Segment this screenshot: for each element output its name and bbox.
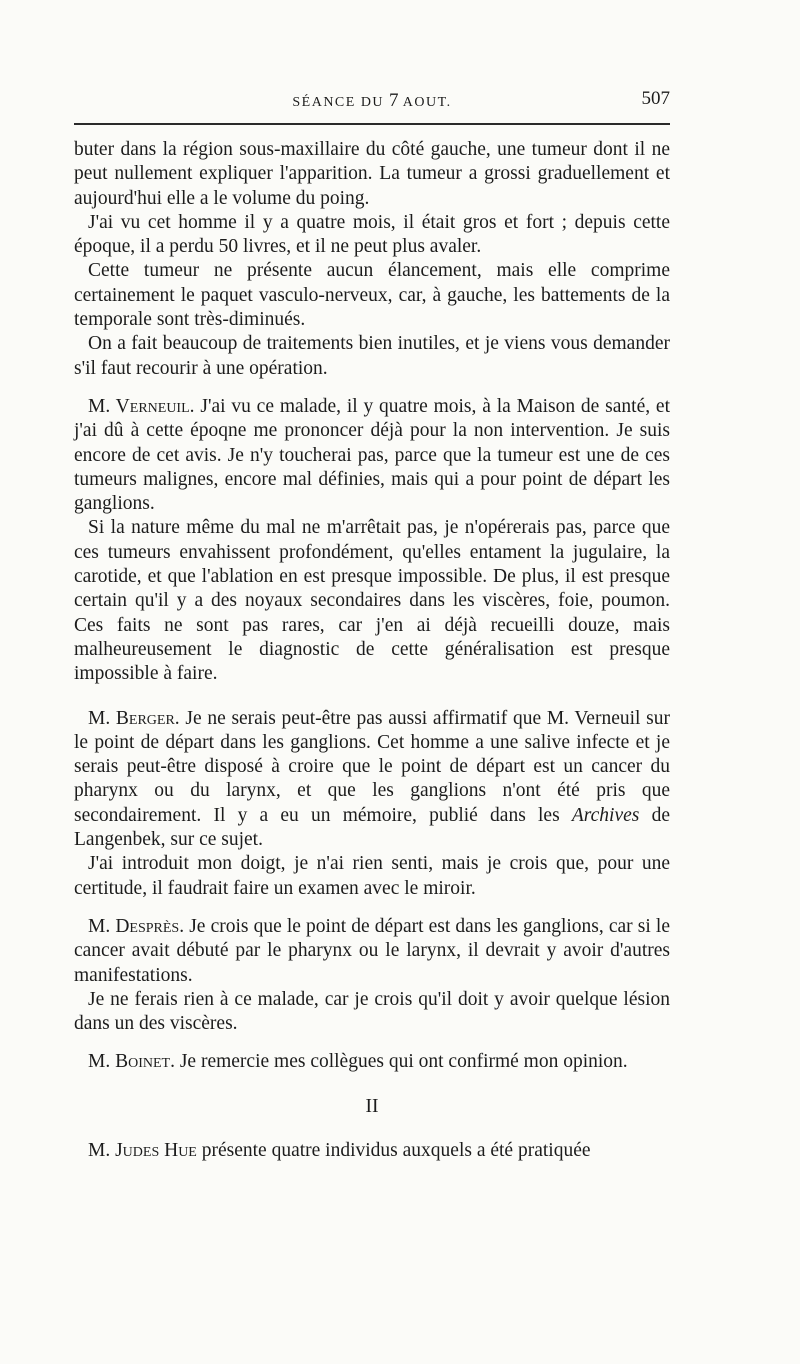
speaker-despres: M. Desprès. [88,915,185,937]
paragraph-judes-hue [74,1139,670,1163]
paragraph-despres [74,915,670,988]
berger-text-after: de Langenbek, sur ce sujet. [74,804,670,851]
speaker-berger: M. Berger. [88,707,180,729]
paragraph-3: Cette tumeur ne présente aucun élancement, mais elle comprime certainement le paquet vasculo-nerveux, car, à gauche, les battements de la temporale sont très-diminués. [74,260,670,331]
paragraph-6: Si la nature même du mal ne m'arrêtait pas, je n'opérerais pas, parce que ces tumeurs envahissent profondément, qu'elles entament la jugulaire, la carotide, et que l'ablation en est presque impossible. De plus, il est presque certain qu'il y a des noyaux secondaires dans les viscères, foie, poumon. Ces faits ne sont pas rares, car j'en ai déjà recueilli douze, mais malheureusement le diagnostic de cette généralisation est presque impossible à faire. [74,517,670,685]
speaker-verneuil: M. Verneuil. [88,395,195,417]
speaker-boinet: M. Boinet. [88,1051,175,1073]
paragraph-10: Je ne ferais rien à ce malade, car je crois qu'il doit y avoir quelque lésion dans un des viscères. [74,988,670,1035]
speaker-judes-hue: M. Judes Hue [88,1139,197,1161]
paragraph-boinet [74,1050,670,1074]
berger-text-before: Je ne serais peut-être pas aussi affirmatif que M. Verneuil sur le point de départ dans les ganglions. Cet homme a une salive infecte et je serais peut-être disposé à croire que le point de départ est un cancer du pharynx ou du larynx, et que les ganglions n'ont été pris que secondairement. Il y a eu un mémoire, publié dans les [74,707,670,826]
paragraph-8: J'ai introduit mon doigt, je n'ai rien senti, mais je crois que, pour une certitude, il faudrait faire un examen avec le miroir. [74,853,670,899]
despres-text: Je crois que le point de départ est dans les ganglions, car si le cancer avait débuté par le pharynx ou le larynx, il devrait y avoir d'autres manifestations. [74,915,670,986]
paragraph-2: J'ai vu cet homme il y a quatre mois, il était gros et fort ; depuis cette époque, il a perdu 50 livres, et il ne peut plus avaler. [74,211,670,258]
paragraph-berger [74,707,670,853]
running-title-day: 7 [389,90,399,111]
judes-hue-text: présente quatre individus auxquels a été pratiquée [196,1139,591,1161]
verneuil-text: J'ai vu ce malade, il y quatre mois, à la Maison de santé, et j'ai dû à cette époqne me prononcer déjà pour la non intervention. Je suis encore de cet avis. Je n'y toucherai pas, parce que la tumeur est une de ces tumeurs malignes, encore mal définies, mais qui a pour point de départ les ganglions. [74,395,670,515]
running-title-prefix: SÉANCE DU [292,95,390,110]
running-header [74,90,670,114]
running-title-suffix: AOUT. [398,95,452,110]
berger-journal-title: Archives [571,804,640,826]
body-text [74,138,670,1163]
boinet-text: Je remercie mes collègues qui ont confirmé mon opinion. [174,1051,628,1073]
paragraph-1: buter dans la région sous-maxillaire du côté gauche, une tumeur dont il ne peut nullement expliquer l'apparition. La tumeur a grossi graduellement et aujourd'hui elle a le volume du poing. [74,139,670,209]
header-rule [74,123,670,125]
running-title [74,90,670,112]
section-number: II [365,1095,379,1117]
page-number: 507 [641,88,670,109]
paragraph-verneuil [74,395,670,516]
paragraph-4: On a fait beaucoup de traitements bien inutiles, et je viens vous demander s'il faut recourir à une opération. [74,333,670,379]
